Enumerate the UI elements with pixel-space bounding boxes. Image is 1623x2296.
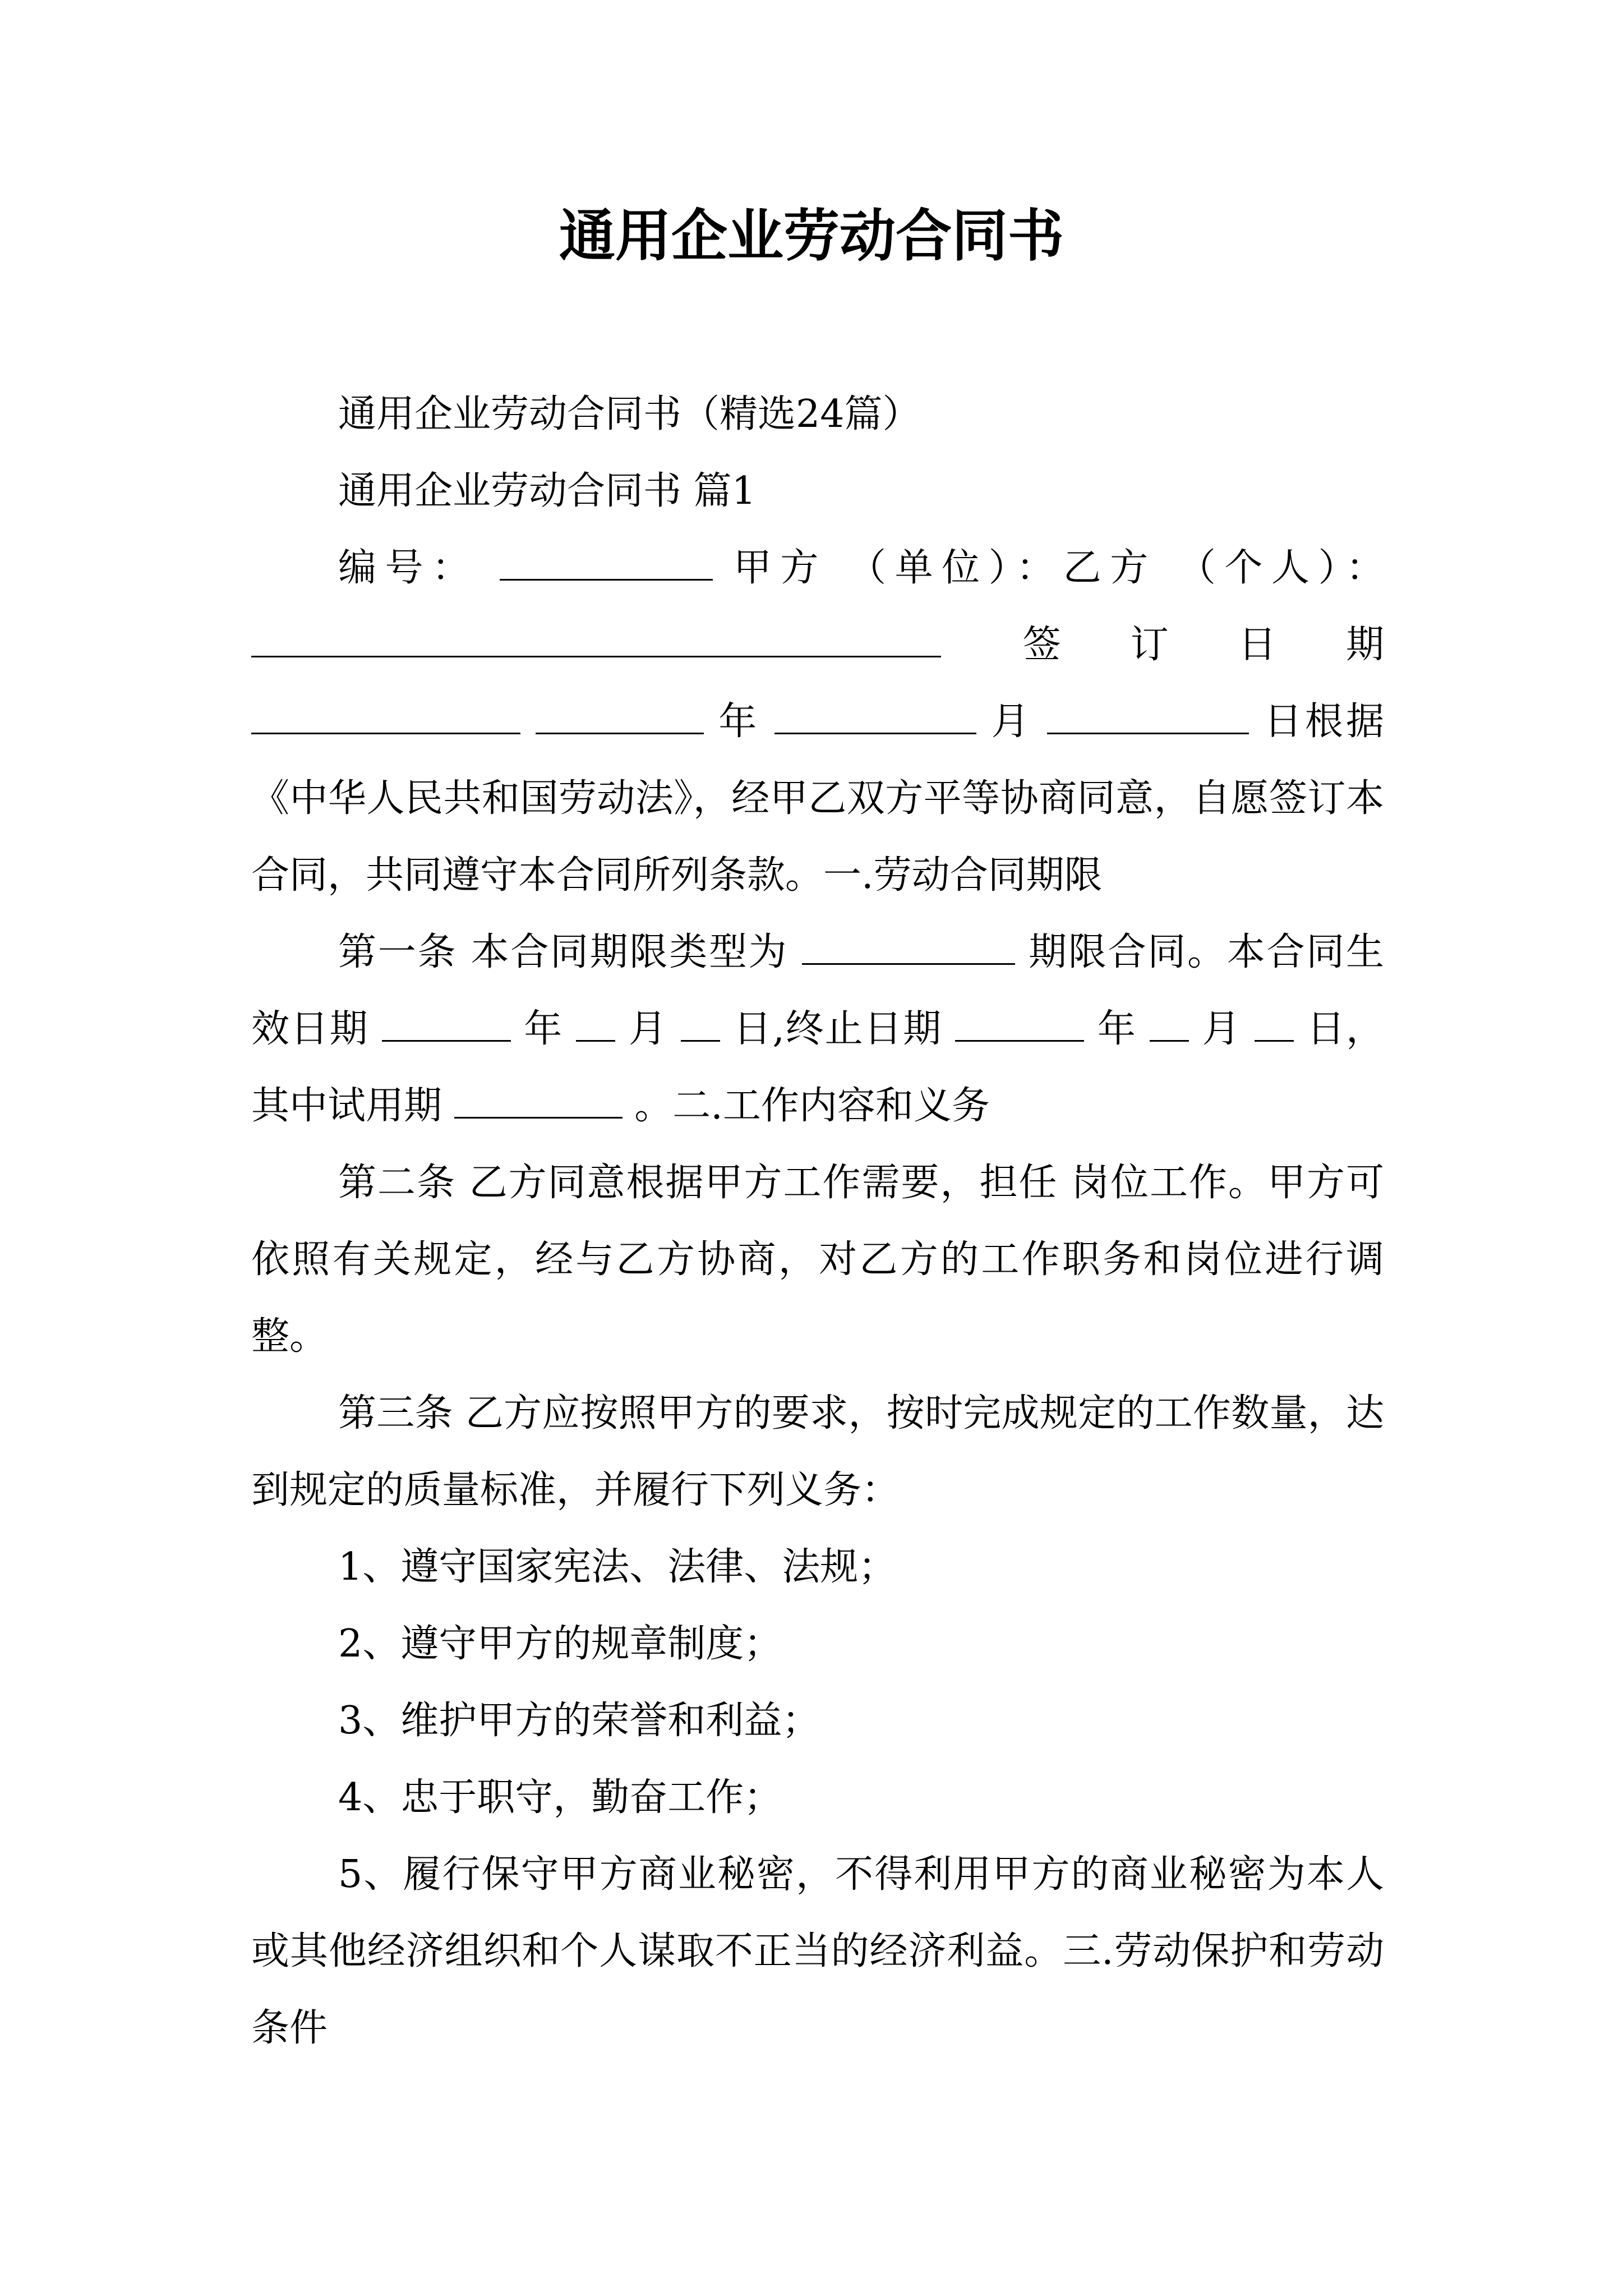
number-blank [500, 537, 713, 581]
number-label: 编号： [338, 546, 479, 590]
start-day-blank [681, 998, 720, 1042]
art1-text-e: 日,终止日期 [733, 1007, 942, 1051]
art1-text-i: 。二.工作内容和义务 [634, 1084, 990, 1128]
art1-text-f: 年 [1097, 1007, 1137, 1051]
obligation-item-5: 5、履行保守甲方商业秘密，不得利用甲方的商业秘密为本人或其他经济组织和个人谋取不正当的经济利益。三.劳动保护和劳动条件 [251, 1852, 1384, 2050]
document-body [251, 376, 1384, 2067]
art1-text-g: 月 [1202, 1007, 1242, 1051]
parties-label: 甲方 （单位）：乙方 （个人）： [733, 546, 1384, 590]
probation-blank [454, 1075, 623, 1119]
start-year-blank [382, 998, 511, 1042]
subtitle: 通用企业劳动合同书（精选24篇） [338, 392, 921, 436]
header-body-text: 日根据《中华人民共和国劳动法》，经甲乙双方平等协商同意，自愿签订本合同，共同遵守本合同所列条款。一.劳动合同期限 [251, 700, 1384, 898]
art1-text-h: 日，其中试用期 [251, 1007, 1384, 1128]
article-3: 第三条 乙方应按照甲方的要求，按时完成规定的工作数量，达到规定的质量标准，并履行下列义务： [251, 1391, 1384, 1512]
year-blank-pre [536, 691, 704, 734]
sign-date-label: 签订日期 [1022, 623, 1384, 667]
end-year-blank [955, 998, 1084, 1042]
obligation-item-4: 4、忠于职守，勤奋工作； [338, 1775, 782, 1820]
end-day-blank [1255, 998, 1294, 1042]
contract-header-paragraph [251, 530, 1384, 914]
month-blank-pre [774, 691, 976, 734]
sign-date-blank [251, 691, 520, 734]
obligation-item-3: 3、维护甲方的荣誉和利益； [338, 1699, 820, 1743]
start-month-blank [576, 998, 615, 1042]
obligation-item-2: 2、遵守甲方的规章制度； [338, 1622, 782, 1666]
obligation-item-1: 1、遵守国家宪法、法律、法规； [338, 1545, 897, 1589]
party-b-blank [251, 614, 941, 657]
year-label: 年 [718, 700, 760, 744]
month-label: 月 [991, 700, 1032, 744]
art1-text-c: 年 [524, 1007, 564, 1051]
day-blank-pre [1047, 691, 1249, 734]
art1-text-a: 第一条 本合同期限类型为 [338, 930, 789, 974]
art1-text-d: 月 [628, 1007, 668, 1051]
term-type-blank [802, 921, 1015, 965]
document-title: 通用企业劳动合同书 [559, 203, 1064, 269]
article-1 [251, 914, 1384, 1144]
end-month-blank [1150, 998, 1189, 1042]
art1-text-b: 期限合同。本合同生效日期 [251, 930, 1384, 1051]
chapter-heading: 通用企业劳动合同书 篇1 [338, 469, 756, 513]
article-2: 第二条 乙方同意根据甲方工作需要，担任 岗位工作。甲方可依照有关规定，经与乙方协商，对乙方的工作职务和岗位进行调整。 [251, 1161, 1384, 1359]
